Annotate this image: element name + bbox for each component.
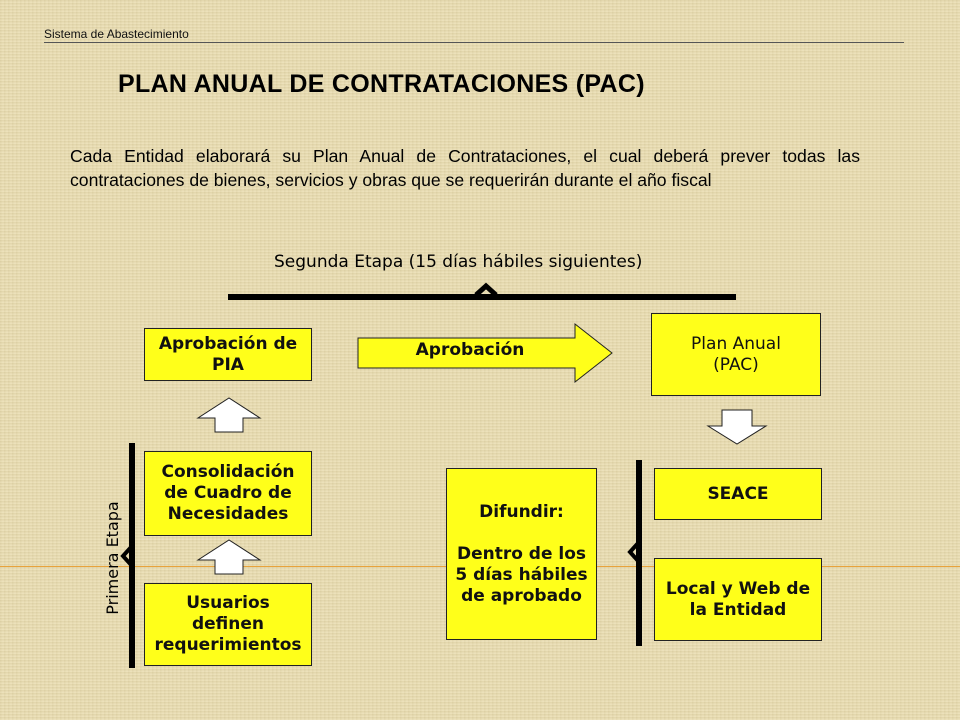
local-web-box: Local y Web de la Entidad (654, 558, 822, 641)
intro-paragraph: Cada Entidad elaborará su Plan Anual de Contrataciones, el cual deberá prever todas las contrataciones de bienes, servicios y obras que se requerirán durante el año fiscal (70, 146, 860, 190)
up-arrow-2 (198, 540, 260, 574)
segunda-etapa-label: Segunda Etapa (15 días hábiles siguientes) (274, 252, 643, 272)
consolidacion-box: Consolidación de Cuadro de Necesidades (144, 451, 312, 536)
difundir-box: Difundir: Dentro de los 5 días hábiles de aprobado (446, 468, 597, 640)
page-title: PLAN ANUAL DE CONTRATACIONES (PAC) (118, 70, 645, 98)
aprobacion-arrow-label: Aprobación (415, 340, 525, 360)
plan-anual-box: Plan Anual (PAC) (651, 313, 821, 396)
up-arrow-1 (198, 398, 260, 432)
down-arrow (708, 410, 766, 444)
primera-etapa-label: Primera Etapa (103, 501, 122, 615)
difusion-brace (630, 460, 642, 646)
header-text: Sistema de Abastecimiento (44, 27, 189, 41)
aprobacion-pia-box: Aprobación de PIA (144, 328, 312, 381)
usuarios-box: Usuarios definen requerimientos (144, 583, 312, 666)
seace-box: SEACE (654, 468, 822, 520)
segunda-etapa-brace (228, 286, 736, 300)
